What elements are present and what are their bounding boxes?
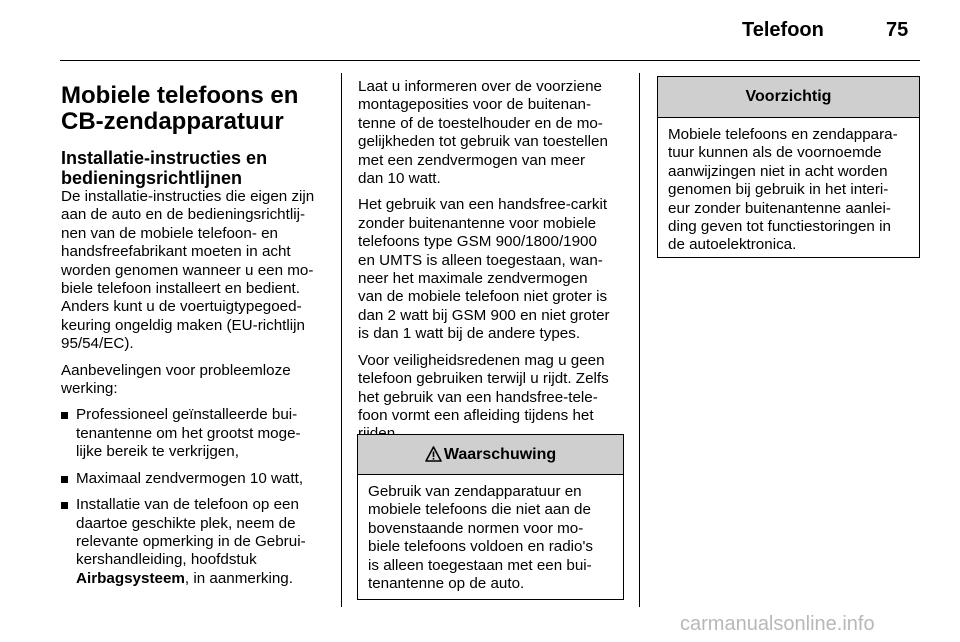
column-1 xyxy=(61,83,326,596)
text-line: tuur kunnen als de voornoemde xyxy=(668,144,882,162)
text-line: aanwijzingen niet in acht worden xyxy=(668,162,888,180)
text-line: van de mobiele telefoon niet groter is xyxy=(358,288,608,306)
text-line: kershandleiding, hoofdstuk xyxy=(76,551,257,569)
text-line: daartoe geschikte plek, neem de xyxy=(76,514,296,532)
column-divider-left xyxy=(341,73,342,607)
bullet-square-icon xyxy=(61,502,68,509)
warning-title: Waarschuwing xyxy=(443,446,557,463)
handsfree-paragraph xyxy=(358,196,624,343)
text-line: de autoelektronica. xyxy=(668,236,797,254)
text-line: mobiele telefoons die niet aan de xyxy=(368,501,591,519)
recommendations-list xyxy=(61,406,326,588)
caution-box-header xyxy=(658,77,919,118)
text-line: , in aanmerking. xyxy=(184,569,293,587)
bullet-square-icon xyxy=(61,412,68,419)
text-line: lijke bereik te verkrijgen, xyxy=(76,443,239,461)
column-2 xyxy=(358,78,624,444)
text-line: Installatie van de telefoon op een xyxy=(76,496,299,514)
text-line: eur zonder buitenantenne aanlei- xyxy=(668,199,891,217)
text-line: Voor veiligheidsredenen mag u geen xyxy=(358,351,605,369)
text-line: dan 2 watt bij GSM 900 en niet groter xyxy=(358,306,610,324)
list-item xyxy=(61,496,326,588)
text-line: aan de auto en de bedieningsrichtlij- xyxy=(61,206,306,224)
text-line: biele telefoons voldoen en radio's xyxy=(368,538,593,556)
list-item xyxy=(61,406,326,461)
column-divider-right xyxy=(639,73,640,607)
section-heading-line: Mobiele telefoons en xyxy=(61,82,299,109)
text-line: Laat u informeren over de voorziene xyxy=(358,78,602,95)
installation-paragraph xyxy=(61,188,326,354)
text-line: bovenstaande normen voor mo- xyxy=(368,519,584,537)
text-line: Professioneel geïnstalleerde bui- xyxy=(76,406,298,424)
safety-paragraph xyxy=(358,352,624,444)
text-line: gelijkheden tot gebruik van toestellen xyxy=(358,133,608,151)
text-line: Gebruik van zendapparatuur en xyxy=(368,483,582,500)
text-line: Mobiele telefoons en zendappara- xyxy=(668,126,898,143)
text-line: zonder buitenantenne voor mobiele xyxy=(358,214,597,232)
text-line: is alleen toegestaan met een bui- xyxy=(368,556,592,574)
recommendations-intro xyxy=(61,362,326,399)
header-divider xyxy=(60,60,920,61)
text-line: Anders kunt u de voertuigtypegoed- xyxy=(61,298,302,316)
text-line: montageposities voor de buitenan- xyxy=(358,96,592,114)
section-heading xyxy=(61,83,326,135)
text-line: worden genomen wanneer u een mo- xyxy=(61,261,314,279)
warning-box-header xyxy=(358,435,623,475)
list-item xyxy=(61,470,326,488)
text-line: foon vormt een afleiding tijdens het xyxy=(358,406,594,424)
text-line: Maximaal zendvermogen 10 watt, xyxy=(76,469,304,487)
text-line: ding geven tot functiestoringen in xyxy=(668,218,891,236)
text-line: telefoons type GSM 900/1800/1900 xyxy=(358,233,597,251)
text-line: biele telefoon installeert en bedient. xyxy=(61,280,300,298)
text-line: neer het maximale zendvermogen xyxy=(358,270,588,288)
text-line: werking: xyxy=(61,380,118,398)
text-line: relevante opmerking in de Gebrui- xyxy=(76,532,306,550)
text-line: en UMTS is alleen toegestaan, wan- xyxy=(358,251,603,269)
subsection-heading-line: Installatie-instructies en xyxy=(61,148,268,168)
text-line: De installatie-instructies die eigen zijn xyxy=(61,188,315,205)
caution-box xyxy=(657,76,920,258)
text-line: het gebruik van een handsfree-tele- xyxy=(358,388,598,406)
text-line: met een zendvermogen van meer xyxy=(358,151,586,169)
mounting-paragraph xyxy=(358,78,624,188)
warning-body xyxy=(358,475,623,593)
warning-box xyxy=(357,434,624,600)
text-line: Het gebruik van een handsfree-carkit xyxy=(358,196,608,214)
caution-title: Voorzichtig xyxy=(745,88,832,105)
running-header-title: Telefoon xyxy=(742,19,824,41)
section-heading-line: CB-zendapparatuur xyxy=(61,108,284,135)
text-line: handsfreefabrikant moeten in acht xyxy=(61,243,291,261)
text-line: dan 10 watt. xyxy=(358,170,441,188)
page-number: 75 xyxy=(886,19,909,41)
airbag-section-reference: Airbagsysteem xyxy=(76,569,185,587)
subsection-heading xyxy=(61,148,326,188)
bullet-square-icon xyxy=(61,476,68,483)
text-line: is dan 1 watt bij de andere types. xyxy=(358,325,581,343)
text-line: keuring ongeldig maken (EU-richtlijn xyxy=(61,316,305,334)
text-line: tenantenne op de auto. xyxy=(368,575,525,593)
text-line: nen van de mobiele telefoon- en xyxy=(61,224,279,242)
watermark-text: carmanualsonline.info xyxy=(680,613,875,635)
text-line: 95/54/EC). xyxy=(61,335,134,353)
text-line: telefoon gebruiken terwijl u rijdt. Zelfs xyxy=(358,370,609,388)
text-line: tenantenne om het grootst moge- xyxy=(76,424,301,442)
text-line: tenne of de toestelhouder en de mo- xyxy=(358,114,603,132)
text-line: genomen bij gebruik in het interi- xyxy=(668,181,889,199)
subsection-heading-line: bedieningsrichtlijnen xyxy=(61,168,243,188)
text-line: Aanbevelingen voor probleemloze xyxy=(61,361,291,379)
caution-body xyxy=(658,118,919,255)
warning-triangle-icon xyxy=(425,446,442,462)
